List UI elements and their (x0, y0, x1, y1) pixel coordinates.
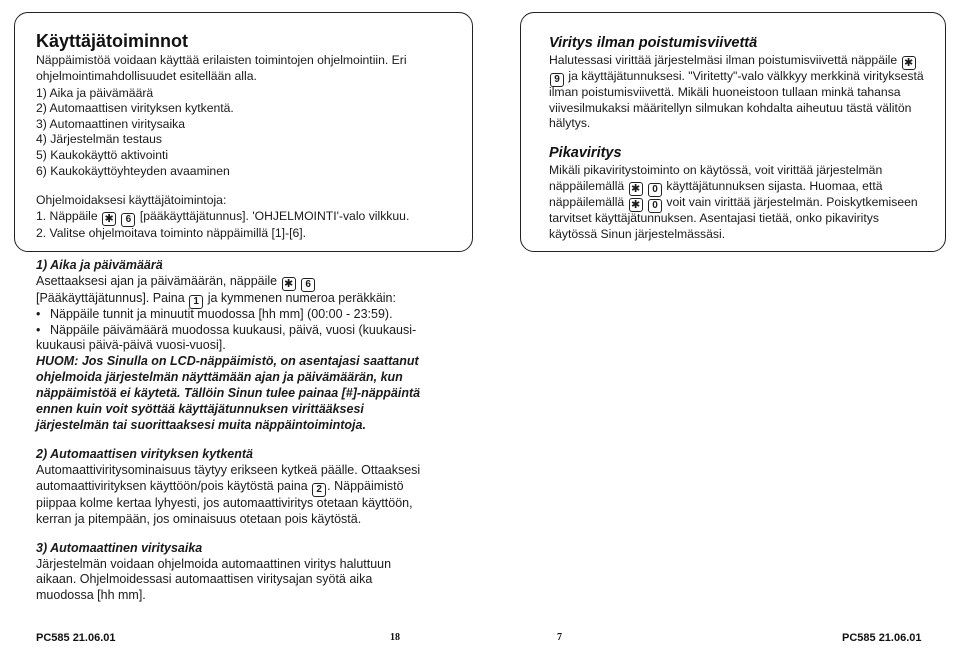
footer-model-left: PC585 21.06.01 (36, 632, 116, 644)
section-1-bullet-2-cont: kuukausi päivä-päivä vuosi-vuosi]. (36, 338, 226, 352)
note-line-3: näppäimistöä ei käytetä. Tällöin Sinun tulee painaa [#]-näppäintä (36, 386, 421, 400)
right-p1-line-4: viivesilmukaksi määritellyn silmukan kohdalta aiheutuu tästä välitön (549, 101, 912, 115)
section-2-line-2: automaattivirityksen käyttöön/pois käytöstä paina 2 . Näppäimistö (36, 479, 404, 495)
section-2-title: 2) Automaattisen virityksen kytkentä (36, 447, 253, 461)
function-item-2: 2) Automaattisen virityksen kytkentä. (36, 101, 234, 115)
key-0-icon: 0 (648, 183, 662, 197)
section-1-bullet-1: • Näppäile tunnit ja minuutit muodossa [hh mm] (00:00 - 23:59). (36, 307, 393, 321)
note-line-2: ohjelmoida järjestelmän näyttämään ajan ja päivämäärän, kun (36, 370, 403, 384)
right-title-1: Viritys ilman poistumisviivettä (549, 35, 758, 51)
section-2-line-4: kerran ja pitempään, jos ominaisuus otetaan pois käytöstä. (36, 512, 362, 526)
section-1-line-1: Asettaaksesi ajan ja päivämäärän, näppäile ✱ 6 (36, 273, 316, 292)
section-3-title: 3) Automaattinen viritysaika (36, 541, 203, 555)
key-6-icon: 6 (121, 213, 135, 227)
star-key-icon: ✱ (282, 277, 296, 291)
section-2-line-3: piippaa kolme kertaa lyhyesti, jos automaattiviritys otetaan käyttöön, (36, 496, 413, 510)
footer-model-right: PC585 21.06.01 (842, 632, 922, 644)
function-item-3: 3) Automaattinen viritysaika (36, 117, 186, 131)
note-line-1: HUOM: Jos Sinulla on LCD-näppäimistö, on asentajasi saattanut (36, 354, 419, 368)
right-p2-line-1: Mikäli pikaviritystoiminto on käytössä, voit virittää järjestelmän (549, 163, 883, 177)
section-1-bullet-2: • Näppäile päivämäärä muodossa kuukausi, päivä, vuosi (kuukausi- (36, 323, 417, 337)
section-1-line-2: [Pääkäyttäjätunnus]. Paina 1 ja kymmenen numeroa peräkkäin: (36, 291, 396, 307)
right-p2-line-4: tarvitset käyttäjätunnuksen. Asentajasi tietää, onko pikaviritys (549, 211, 879, 225)
page-number-left: 18 (390, 632, 400, 643)
intro-line-2: ohjelmointimahdollisuudet esitellään alla. (36, 69, 257, 83)
key-0-icon: 0 (648, 199, 662, 213)
bullet-icon: • (36, 307, 41, 321)
function-item-6: 6) Kaukokäyttöyhteyden avaaminen (36, 164, 230, 178)
right-p2-line-3: näppäilemällä ✱ 0 voit vain virittää järjestelmän. Poiskytkemiseen (549, 195, 918, 211)
right-p1-line-3: ilman poistumisviivettä. Mikäli huoneistoon tullaan minkä tahansa (549, 85, 901, 99)
intro-line-1: Näppäimistöä voidaan käyttää erilaisten toimintojen ohjelmointiin. Eri (36, 53, 407, 67)
function-item-5: 5) Kaukokäyttö aktivointi (36, 148, 169, 162)
section-3-line-2: aikaan. Ohjelmoidessasi automaattisen viritysajan syötä aika (36, 572, 373, 586)
star-key-icon: ✱ (102, 212, 116, 226)
right-p2-line-2: näppäilemällä ✱ 0 käyttäjätunnuksen sijasta. Huomaa, että (549, 179, 883, 195)
page-number-right: 7 (557, 632, 562, 643)
function-item-4: 4) Järjestelmän testaus (36, 132, 162, 146)
prog-step-2: 2. Valitse ohjelmoitava toiminto näppäimillä [1]-[6]. (36, 226, 307, 240)
note-line-4: ennen kuin voit syöttää käyttäjätunnuksen virittääksesi (36, 402, 364, 416)
right-p1-line-5: hälytys. (549, 116, 591, 130)
key-6-icon: 6 (301, 278, 315, 292)
right-p1-line-2: 9 ja käyttäjätunnuksesi. "Viritetty"-valo välkkyy merkkinä virityksestä (549, 68, 924, 87)
section-1-title: 1) Aika ja päivämäärä (36, 258, 163, 272)
star-key-icon: ✱ (902, 56, 916, 70)
right-p2-line-5: käytössä Sinun järjestelmässäsi. (549, 227, 726, 241)
key-2-icon: 2 (312, 483, 326, 497)
page-title: Käyttäjätoiminnot (36, 31, 189, 51)
function-item-1: 1) Aika ja päivämäärä (36, 86, 154, 100)
section-2-line-1: Automaattiviritysominaisuus täytyy erikseen kytkeä päälle. Ottaaksesi (36, 463, 421, 477)
section-3-line-1: Järjestelmän voidaan ohjelmoida automaattinen viritys haluttuun (36, 557, 392, 571)
prog-heading: Ohjelmoidaksesi käyttäjätoimintoja: (36, 193, 227, 207)
note-line-5: järjestelmän tai suorittaaksesi muita näppäintoimintoja. (36, 418, 366, 432)
key-9-icon: 9 (550, 73, 564, 87)
bullet-icon: • (36, 323, 41, 337)
star-key-icon: ✱ (629, 198, 643, 212)
star-key-icon: ✱ (629, 182, 643, 196)
key-1-icon: 1 (189, 295, 203, 309)
section-3-line-3: muodossa [hh mm]. (36, 588, 146, 602)
prog-step-1: 1. Näppäile ✱ 6 [pääkäyttäjätunnus]. 'OHJELMOINTI'-valo vilkkuu. (36, 209, 410, 225)
right-p1-line-1: Halutessasi virittää järjestelmäsi ilman poistumisviivettä näppäile ✱ (549, 52, 917, 70)
right-title-2: Pikaviritys (549, 145, 622, 161)
